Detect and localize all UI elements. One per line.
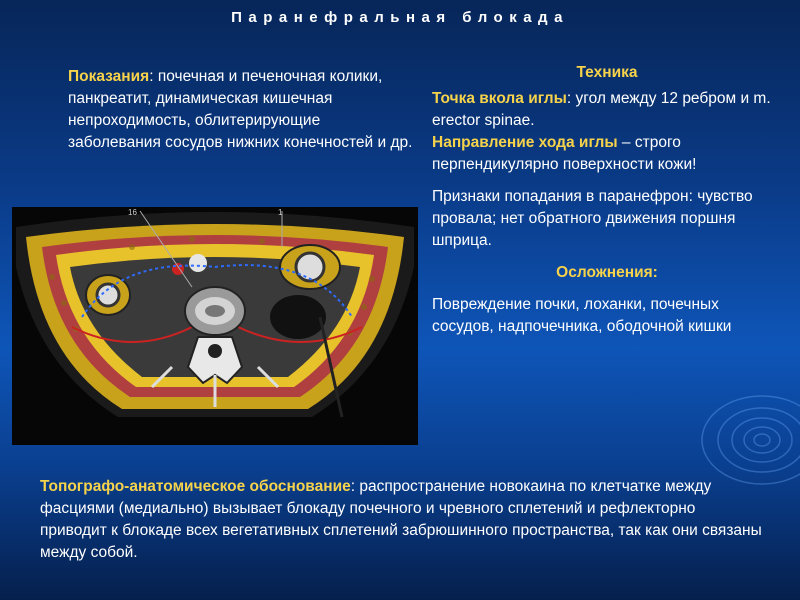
- rationale-block: [40, 476, 765, 564]
- injection-point-label: Точка вкола иглы: [432, 90, 567, 107]
- technique-heading: Техника: [576, 64, 638, 81]
- complications-text: Повреждение почки, лоханки, почечных сосудов, надпочечника, ободочной кишки: [432, 296, 732, 335]
- indications-text: : почечная и печеночная колики, панкреатит, динамическая кишечная непроходимость, облитерирующие заболевания сосудов нижних конечностей и др.: [68, 68, 413, 151]
- injection-point-paragraph: [432, 88, 782, 132]
- direction-text: – строго перпендикулярно поверхности кожи!: [432, 134, 697, 173]
- injection-point-text: : угол между 12 ребром и m. erector spinae.: [432, 90, 771, 129]
- complications-heading: Осложнения:: [556, 264, 658, 281]
- rationale-text: : распространение новокаина по клетчатке между фасциями (медиально) вызывает блокаду почечного и чревного сплетений и рефлекторно приводит к блокаде всех вегетативных сплетений забрюшинного пространства, так как они связаны между собой.: [40, 478, 762, 561]
- anatomy-cross-section-image: [12, 207, 418, 445]
- direction-paragraph: [432, 132, 782, 176]
- rationale-heading: Топографо-анатомическое обоснование: [40, 478, 351, 495]
- slide-title: Паранефральная блокада: [231, 9, 569, 26]
- signs-paragraph: Признаки попадания в паранефрон: чувство провала; нет обратного движения поршня шприца.: [432, 188, 753, 249]
- figure-label-16: 16: [128, 208, 137, 217]
- figure-label-1: 1: [278, 208, 283, 217]
- technique-column: [432, 62, 782, 338]
- indications-heading: Показания: [68, 68, 150, 85]
- indications-block: [68, 66, 413, 154]
- direction-label: Направление хода иглы: [432, 134, 618, 151]
